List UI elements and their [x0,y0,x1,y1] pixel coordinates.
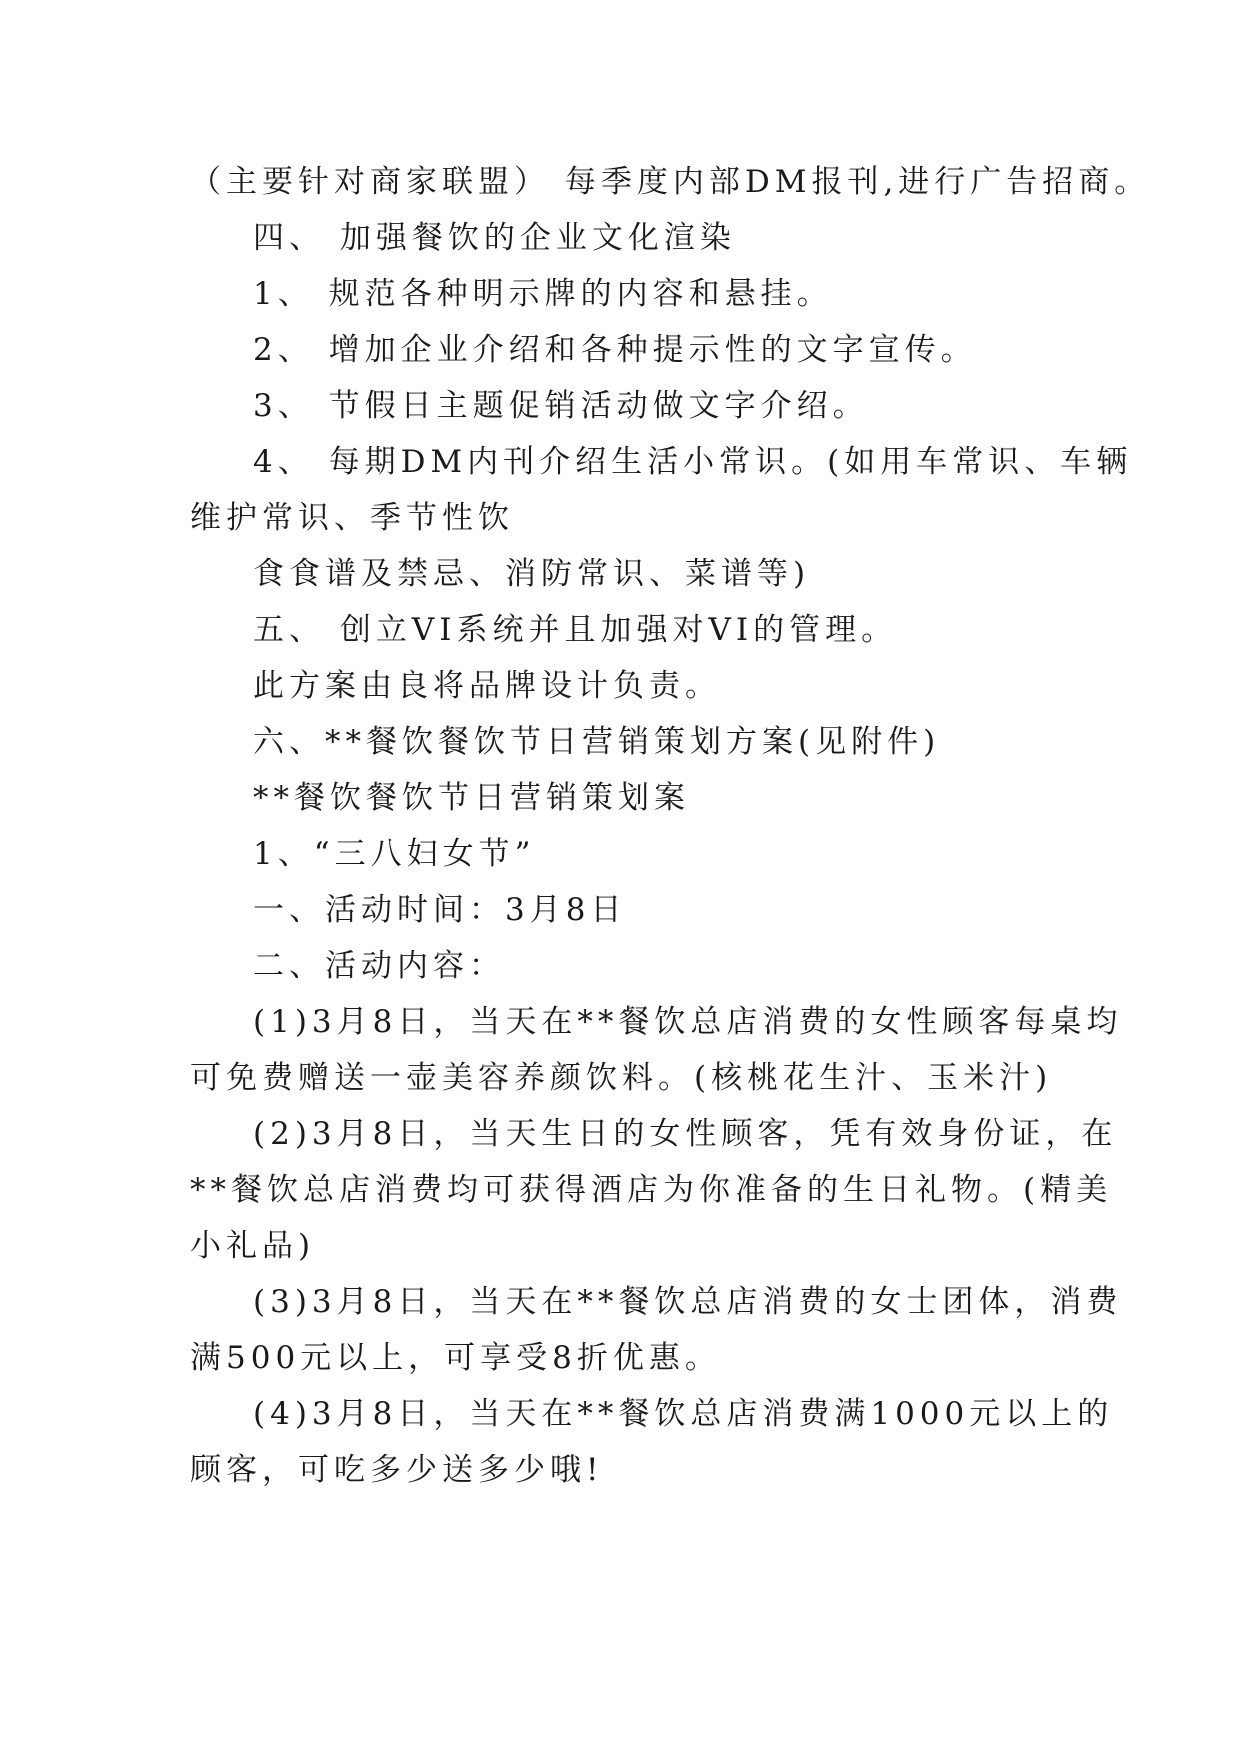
list-item-4-continued: 维护常识、季节性饮 [190,500,514,536]
list-item-1: 1、 规范各种明示牌的内容和悬挂。 [253,276,833,312]
activity-item-4-continued: 顾客，可吃多少送多少哦! [190,1452,604,1488]
activity-item-1: (1)3月8日，当天在**餐饮总店消费的女性顾客每桌均 [253,1004,1123,1040]
activity-item-4: (4)3月8日，当天在**餐饮总店消费满1000元以上的 [253,1396,1114,1432]
activity-time: 一、活动时间：3月8日 [253,892,627,928]
activity-item-2-continued: **餐饮总店消费均可获得酒店为你准备的生日礼物。(精美 [190,1172,1113,1208]
paragraph-line-brand-design: 此方案由良将品牌设计负责。 [253,668,721,704]
list-item-4: 4、 每期DM内刊介绍生活小常识。(如用车常识、车辆 [253,444,1133,480]
activity-item-1-continued: 可免费赠送一壶美容养颜饮料。(核桃花生汁、玉米汁) [190,1060,1053,1096]
activity-item-2: (2)3月8日，当天生日的女性顾客，凭有效身份证，在 [253,1116,1118,1152]
plan-title: **餐饮餐饮节日营销策划案 [253,780,690,816]
activity-item-3-continued: 满500元以上，可享受8折优惠。 [190,1340,721,1376]
list-item-2: 2、 增加企业介绍和各种提示性的文字宣传。 [253,332,977,368]
section-heading-5: 五、 创立VI系统并且加强对VI的管理。 [253,612,898,648]
activity-content-heading: 二、活动内容： [253,948,505,984]
list-item-3: 3、 节假日主题促销活动做文字介绍。 [253,388,869,424]
festival-heading: 1、“三八妇女节” [253,836,536,872]
activity-item-3: (3)3月8日，当天在**餐饮总店消费的女士团体，消费 [253,1284,1123,1320]
list-item-4-continued-2: 食食谱及禁忌、消防常识、菜谱等) [253,556,811,592]
section-heading-4: 四、 加强餐饮的企业文化渲染 [253,220,736,256]
paragraph-line-merchant-alliance: （主要针对商家联盟） 每季度内部DM报刊,进行广告招商。 [190,164,1151,200]
activity-item-2-continued-2: 小礼品) [190,1228,316,1264]
section-heading-6: 六、**餐饮餐饮节日营销策划方案(见附件) [253,724,941,760]
